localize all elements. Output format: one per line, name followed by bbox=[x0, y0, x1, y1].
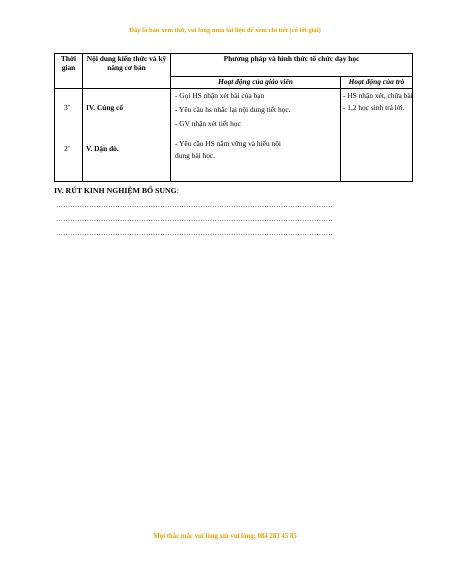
header-content: Nội dung kiến thức và kỹ năng cơ bản bbox=[83, 54, 171, 89]
section-title-text: IV. RÚT KINH NGHIỆM BỔ SUNG bbox=[54, 186, 177, 195]
header-teacher-activity: Hoạt động của giáo viên bbox=[171, 76, 341, 88]
dotted-line: ……………………………………………………………………………………………………… bbox=[56, 215, 333, 223]
content-homework: V. Dặn dò. bbox=[86, 144, 119, 153]
teacher-step: dung bài học. bbox=[175, 151, 216, 160]
header-time: Thời gian bbox=[55, 54, 83, 89]
preview-notice: Đây là bản xem thử, vui lòng mua tài liệu để xem chi tiết (có lời giải) bbox=[129, 27, 321, 34]
section-title bbox=[54, 186, 179, 195]
teacher-step: - Yêu cầu HS nắm vững và hiểu nội bbox=[175, 139, 281, 148]
teacher-step: - GV nhận xét tiết học bbox=[175, 119, 241, 128]
dotted-line: ……………………………………………………………………………………………………… bbox=[56, 201, 333, 209]
time-homework: 2’ bbox=[64, 144, 71, 153]
table-row bbox=[55, 89, 413, 182]
content-review: IV. Củng cố bbox=[86, 103, 124, 112]
student-step: - 1,2 học sinh trả lời. bbox=[343, 103, 405, 112]
header-method: Phương pháp và hình thức tổ chức dạy học bbox=[171, 54, 413, 77]
student-step: - HS nhận xét, chữa bài bbox=[343, 91, 413, 100]
header-student-activity: Hoạt động của trò bbox=[341, 76, 413, 88]
dotted-line: ……………………………………………………………………………………………………… bbox=[56, 229, 333, 237]
section-title-colon: : bbox=[176, 186, 179, 195]
teacher-step: - Yêu cầu hs nhắc lại nội dung tiết học. bbox=[175, 105, 291, 114]
teacher-step: - Gọi HS nhận xét bài của bạn bbox=[175, 91, 265, 100]
contact-notice: Mọi thắc mắc vui lòng xin vui lòng: 084 283 45 85 bbox=[153, 533, 297, 540]
lesson-plan-table bbox=[54, 53, 413, 182]
time-review: 3’ bbox=[64, 103, 71, 112]
